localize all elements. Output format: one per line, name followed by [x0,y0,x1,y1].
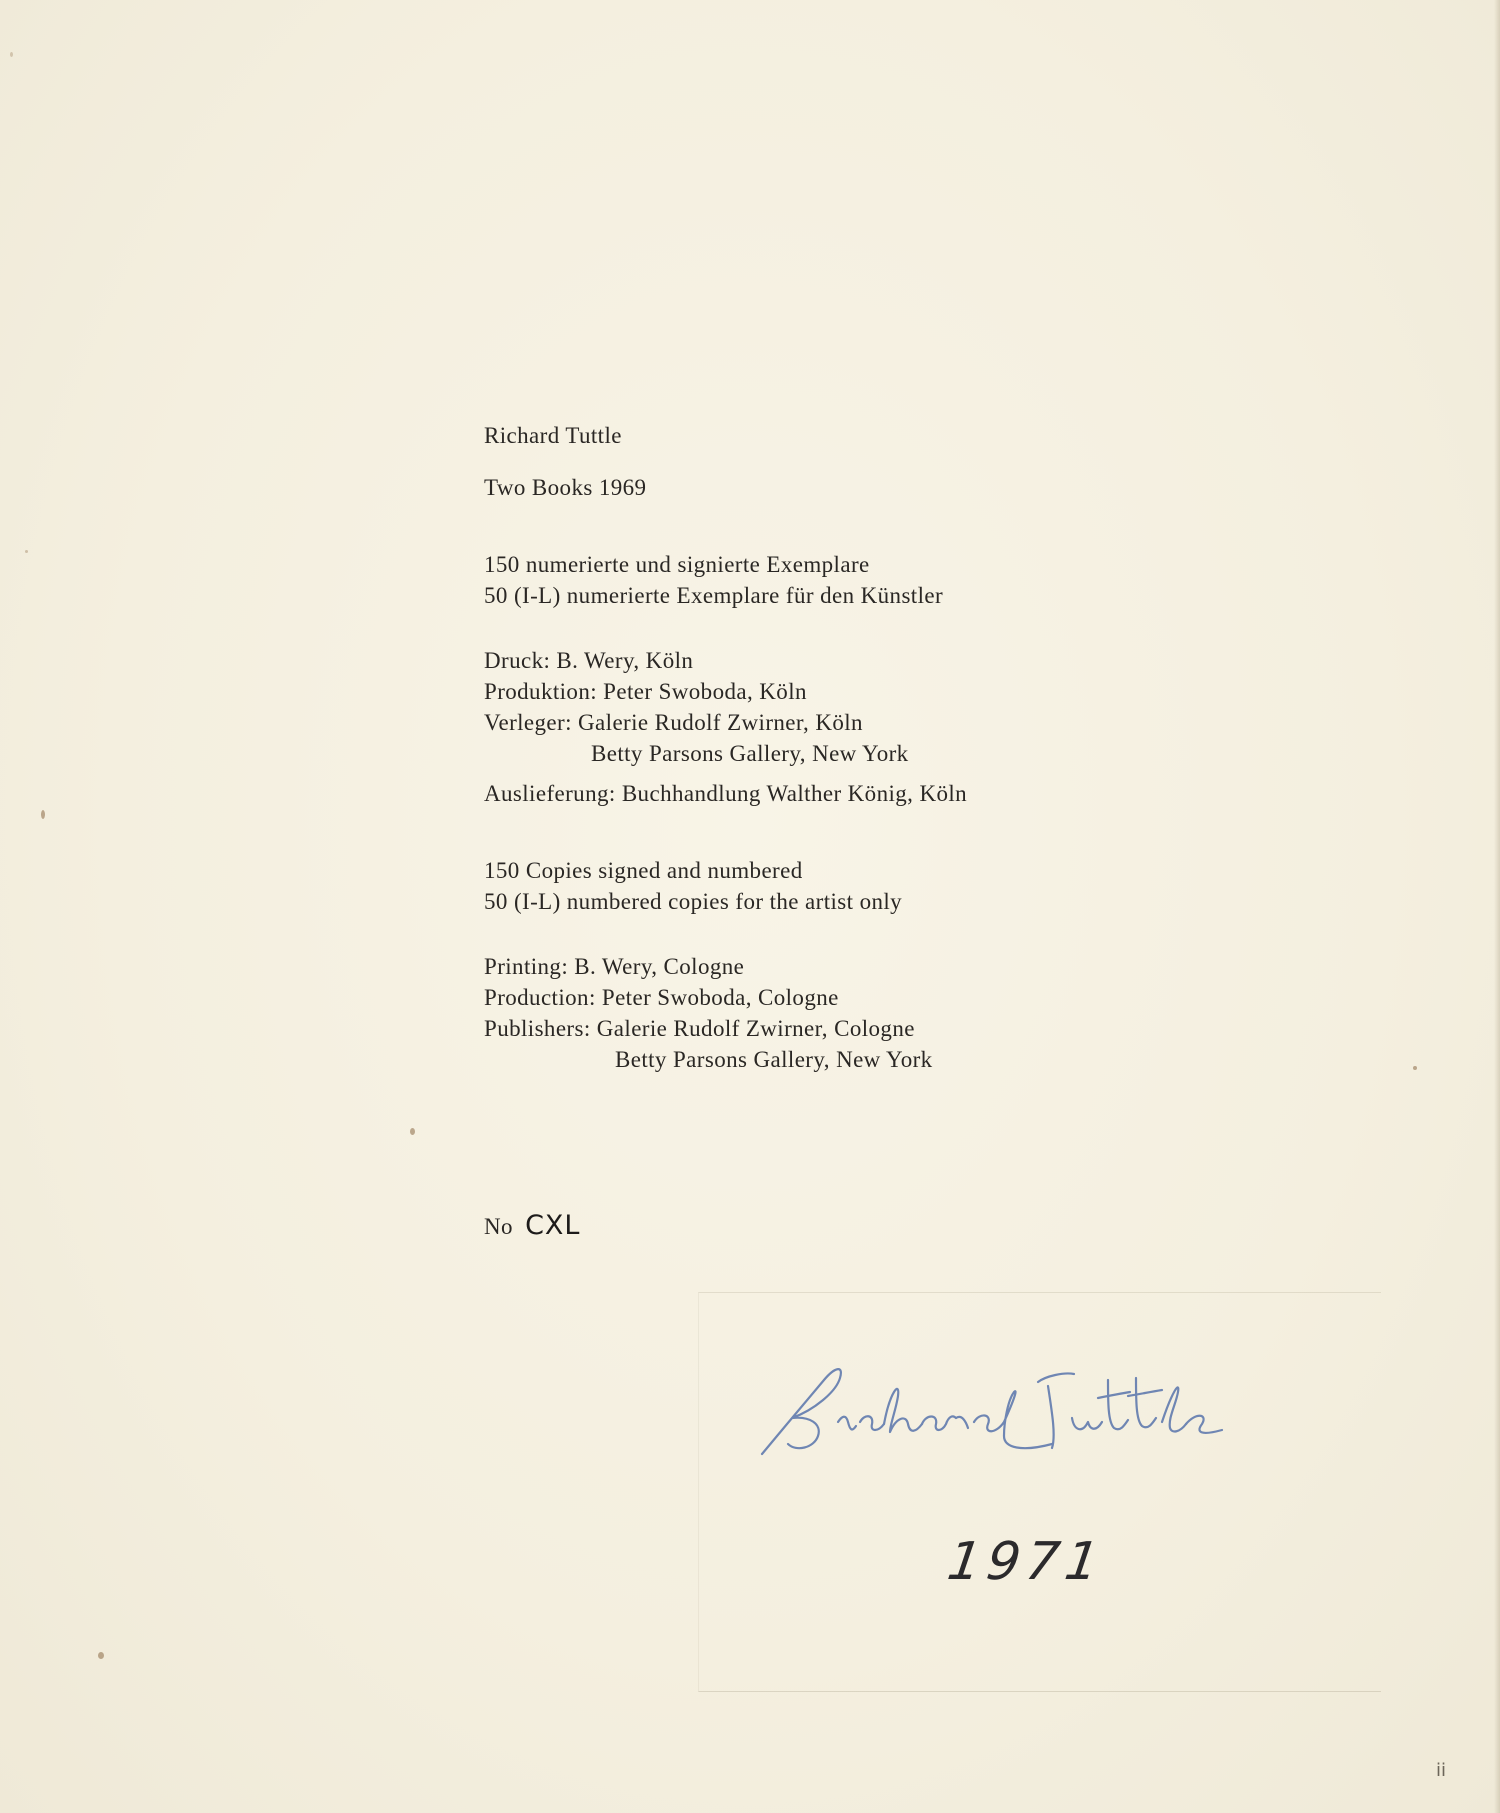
handwritten-year: 1971 [943,1532,1109,1592]
paper-speck [410,1128,415,1135]
produktion-line: Produktion: Peter Swoboda, Köln [484,679,807,704]
corner-pencil-mark: ii [1436,1760,1447,1781]
edition-artist-de: 50 (I-L) numerierte Exemplare für den Künstler [484,583,944,608]
paper-speck [1413,1066,1417,1070]
paper-speck [41,810,45,819]
verleger-line: Verleger: Galerie Rudolf Zwirner, Köln [484,710,863,735]
verleger-line-2: Betty Parsons Gallery, New York [591,741,909,766]
paper-speck [98,1652,104,1659]
copy-number [484,1210,580,1242]
handwritten-signature [752,1352,1252,1462]
paper-edge-shadow [1494,0,1500,1813]
production-line: Production: Peter Swoboda, Cologne [484,985,839,1010]
copy-number-label: No [484,1214,513,1239]
colophon [484,420,967,1075]
edition-artist-en: 50 (I-L) numbered copies for the artist only [484,889,903,914]
book-title: Two Books 1969 [484,475,647,500]
printing-line: Printing: B. Wery, Cologne [484,954,745,979]
paper-speck [10,52,13,57]
author-name: Richard Tuttle [484,423,622,448]
paper-speck [25,550,28,553]
edition-signed-en: 150 Copies signed and numbered [484,858,803,883]
druck-line: Druck: B. Wery, Köln [484,648,694,673]
edition-signed-de: 150 numerierte und signierte Exemplare [484,552,870,577]
copy-number-handwritten: CXL [525,1210,581,1241]
auslieferung-line: Auslieferung: Buchhandlung Walther König, Köln [484,781,968,806]
publishers-line-2: Betty Parsons Gallery, New York [615,1047,933,1072]
publishers-line: Publishers: Galerie Rudolf Zwirner, Cologne [484,1016,915,1041]
